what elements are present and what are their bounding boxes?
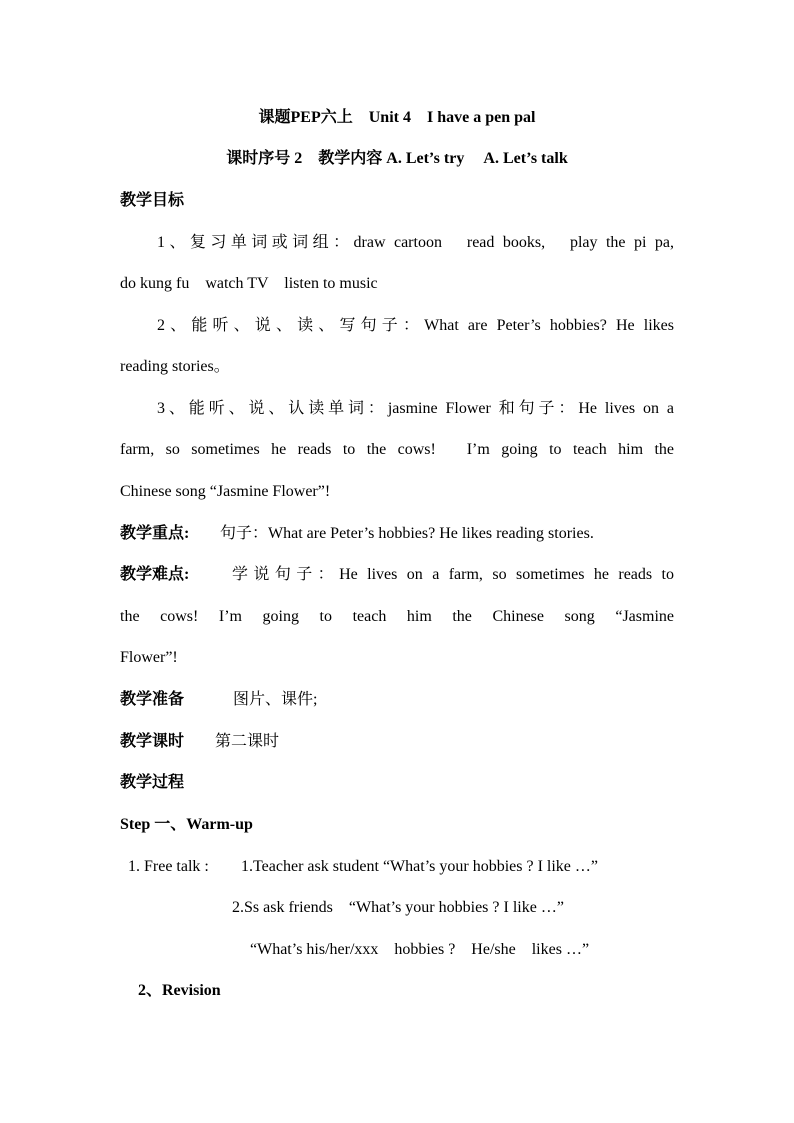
objective-2-line-1: 2、能听、说、读、写句子：What are Peter’s hobbies? He likes [157,317,674,334]
objective-2-line-2: reading stories。 [120,358,230,375]
class-hours-label: 教学课时 [120,733,185,750]
objective-3-line-2: farm, so sometimes he reads to the cows! I’m going to teach him the [120,441,674,458]
objective-1-line-1: 1、复习单词或词组：draw cartoon read books, play the pi pa, [157,234,674,251]
lesson-title: 课题PEP六上 Unit 4 I have a pen pal [258,109,536,126]
free-talk-label: 1. Free talk : [128,858,209,875]
objective-3-line-3: Chinese song “Jasmine Flower”! [120,483,331,500]
difficult-points-line-3: Flower”! [120,649,178,666]
lesson-info: 课时序号 2 教学内容 A. Let’s try A. Let’s talk [226,150,568,167]
preparation-label: 教学准备 [120,691,185,708]
objective-3-line-1: 3、能听、说、认读单词：jasmine Flower 和句子：He lives on a [157,400,674,417]
key-points-text: 句子：What are Peter’s hobbies? He likes reading stories. [220,525,594,542]
free-talk-item-2: 2.Ss ask friends “What’s your hobbies ? I like …” [232,899,564,916]
free-talk-item-1: 1.Teacher ask student “What’s your hobbies ? I like …” [241,858,598,875]
step-1-heading: Step 一、Warm-up [120,816,253,833]
class-hours-text: 第二课时 [215,733,280,750]
objective-1-line-2: do kung fu watch TV listen to music [120,275,378,292]
free-talk-item-3: “What’s his/her/xxx hobbies ? He/she likes …” [250,941,590,958]
difficult-points-line-1: 学说句子：He lives on a farm, so sometimes he reads to [232,566,674,583]
key-points-label: 教学重点: [120,525,190,542]
objectives-heading: 教学目标 [120,192,185,209]
process-heading: 教学过程 [120,774,185,791]
difficult-points-line-2: the cows! I’m going to teach him the Chinese song “Jasmine [120,608,674,625]
revision-heading: 2、Revision [138,982,221,999]
difficult-points-label: 教学难点: [120,566,190,583]
preparation-text: 图片、课件; [233,691,318,708]
